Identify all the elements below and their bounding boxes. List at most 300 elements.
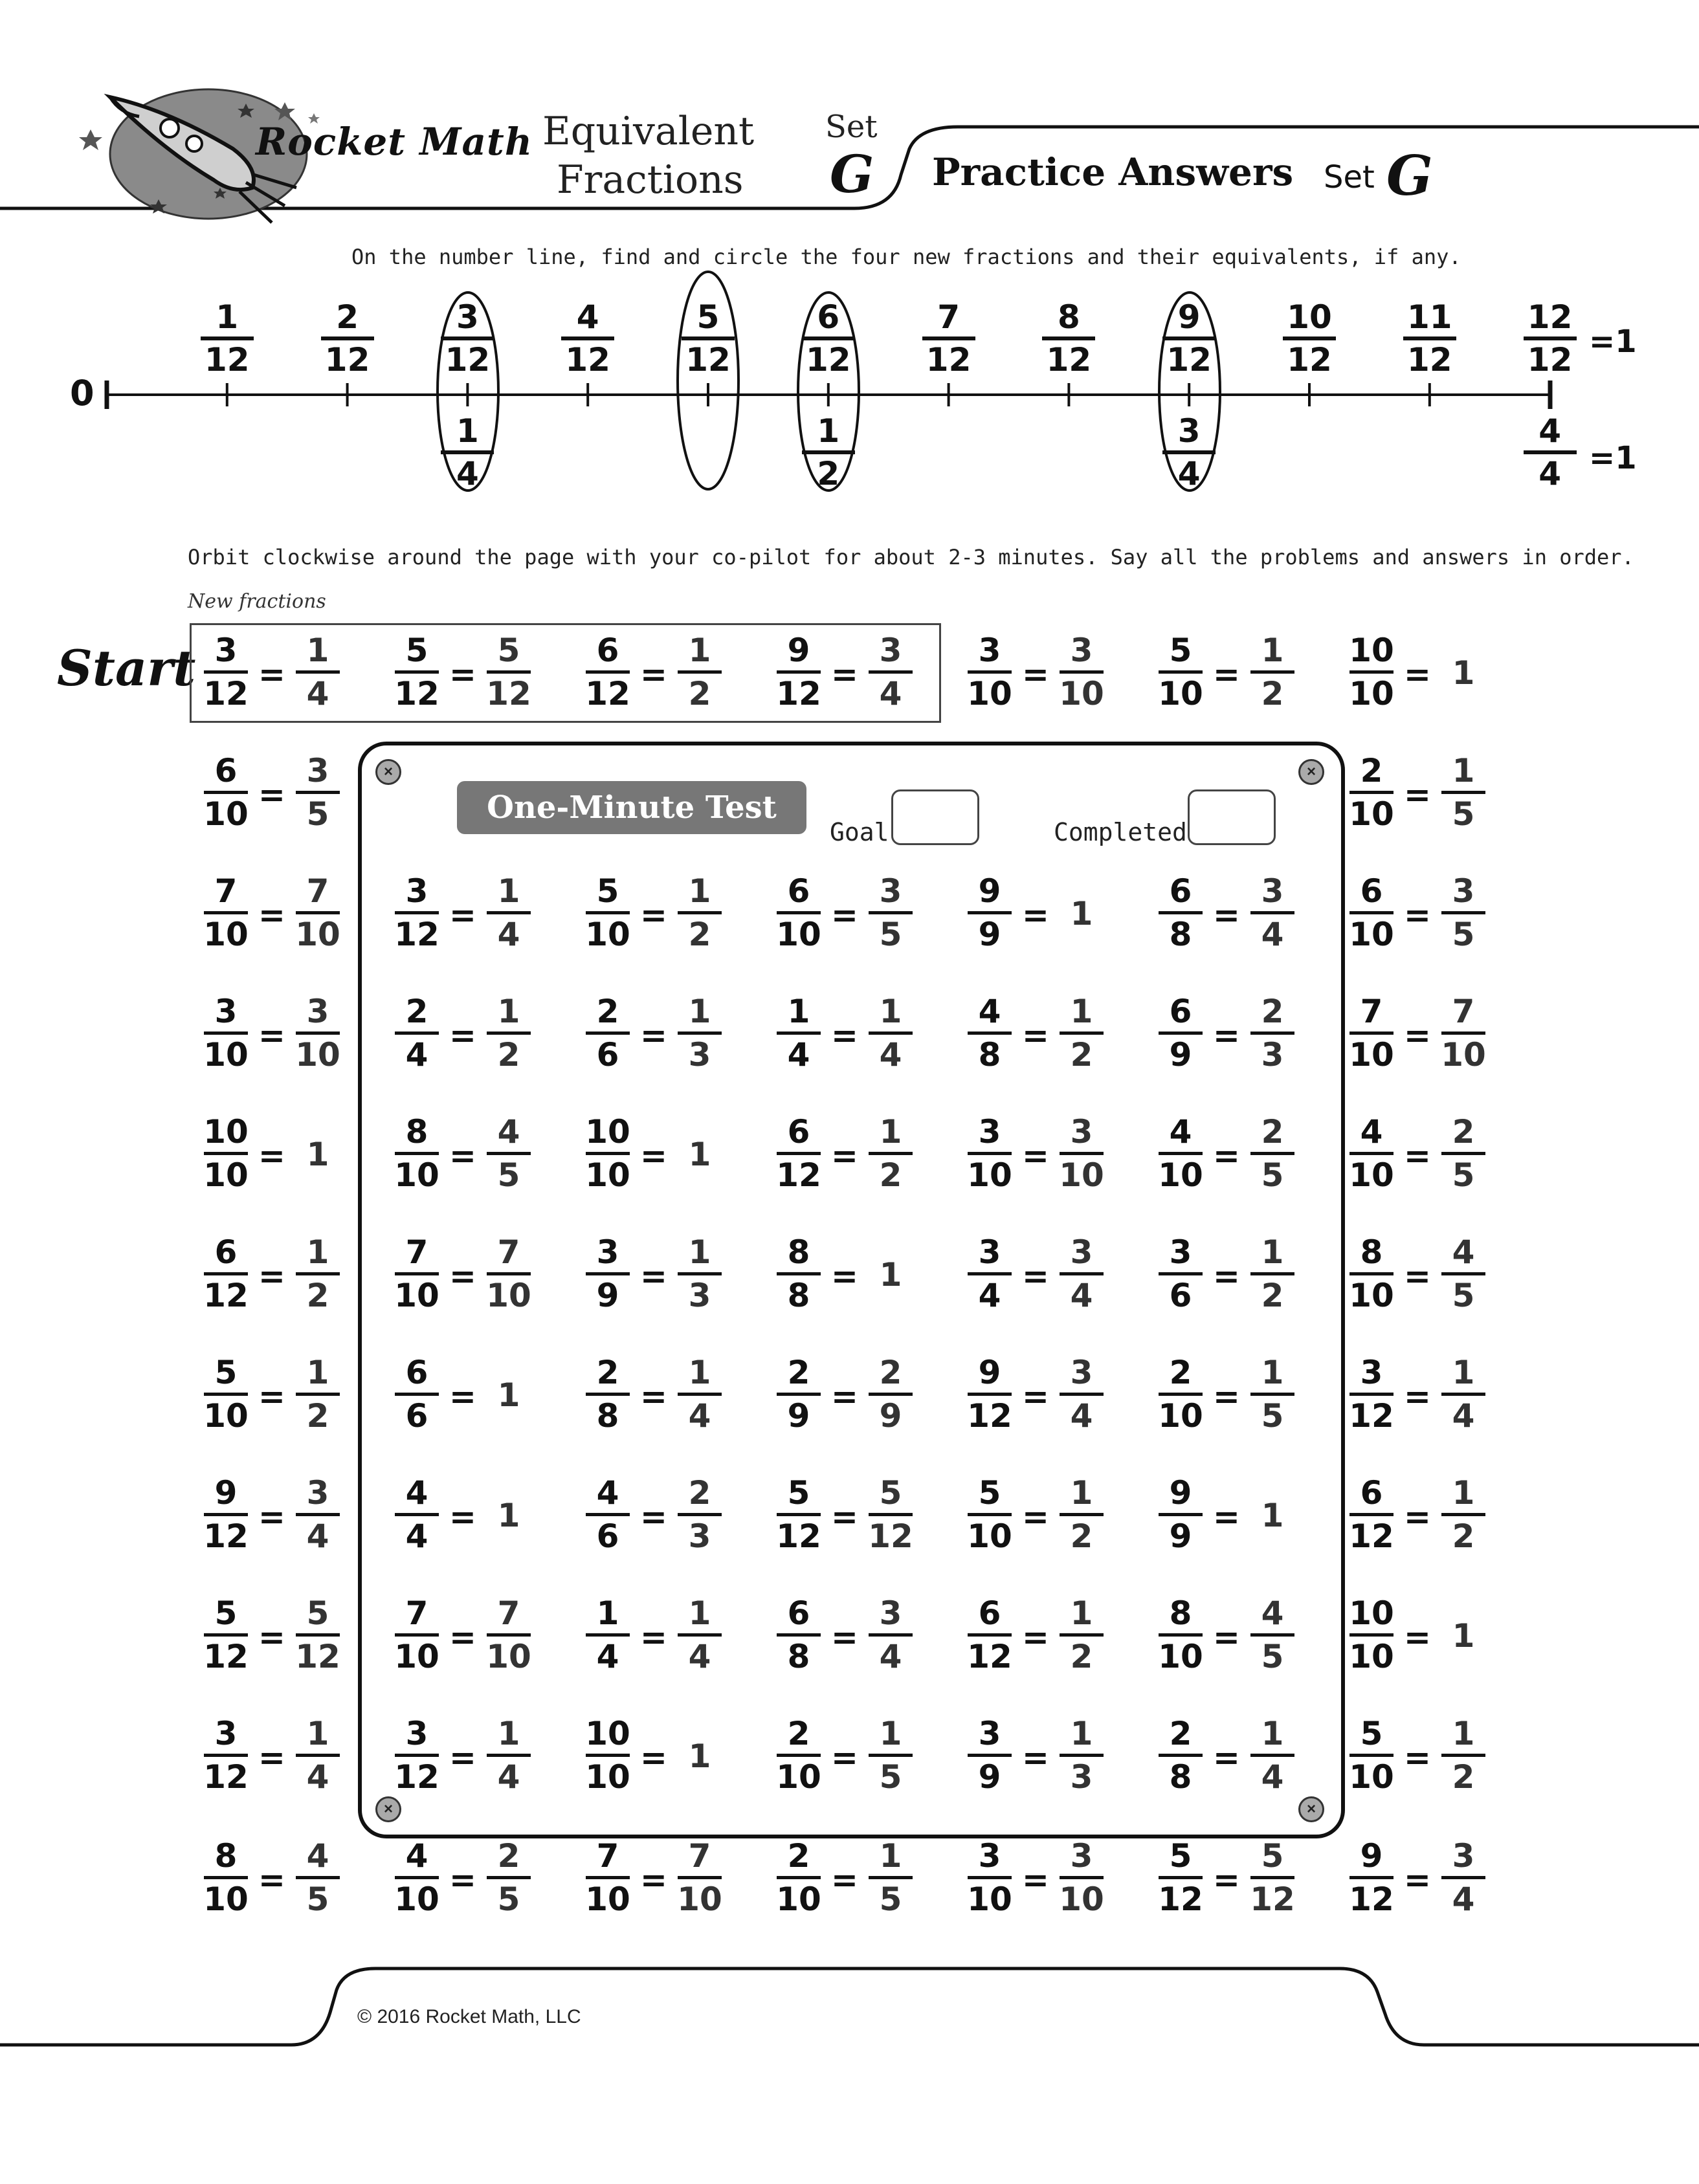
goal-input-box[interactable] [891,789,979,845]
numerator: 1 [688,872,711,910]
fraction-bar [395,670,439,674]
answer-fraction [670,1354,729,1434]
problem-fraction [960,1715,1019,1795]
equals-sign: = [1404,1498,1431,1536]
new-fractions-label: New fractions [188,590,326,613]
number-line-fraction-1-12[interactable] [192,299,263,378]
fraction-problem [578,632,753,716]
fraction-bar [1250,1633,1294,1637]
denominator: 2 [1452,1517,1475,1555]
numerator: 3 [306,752,329,789]
problem-fraction [1342,1354,1401,1434]
fraction-problem [1151,632,1326,716]
denominator: 10 [1349,1638,1394,1675]
denominator: 2 [1261,675,1284,712]
numerator: 11 [1407,298,1452,336]
denominator: 10 [1349,1758,1394,1796]
fraction-bar [678,1272,722,1275]
numerator: 1 [497,872,520,910]
numerator: 5 [214,1594,238,1632]
denominator: 2 [1261,1277,1284,1314]
answer-fraction [1434,993,1493,1073]
denominator: 9 [596,1277,619,1314]
completed-label: Completed [1054,818,1187,846]
denominator: 6 [596,1036,619,1074]
denominator: 10 [967,1156,1012,1194]
fraction-bar [395,1754,439,1757]
numerator: 4 [1452,1233,1475,1271]
answer-fraction [288,632,348,712]
fraction-problem [769,873,944,957]
numerator: 3 [978,1837,1001,1875]
numerator: 3 [456,298,479,336]
denominator: 10 [203,916,249,953]
denominator: 12 [967,1638,1012,1675]
problem-fraction [196,1838,256,1917]
fraction-bar [204,670,248,674]
problem-fraction [578,1354,638,1434]
numerator: 10 [1349,632,1394,669]
fraction-bar [1441,1031,1485,1035]
answer-fraction [288,1595,348,1675]
fraction-bar [487,1031,531,1035]
fraction-bar [678,670,722,674]
problem-fraction [769,1234,828,1314]
fraction-bar [204,911,248,914]
equals-sign: = [1022,896,1049,934]
answer-whole-number: 1 [1452,654,1475,692]
fraction-problem [1342,1114,1516,1198]
denominator: 4 [596,1638,619,1675]
problem-fraction [387,1354,447,1434]
answer-fraction [288,1234,348,1314]
fraction-bar [678,1633,722,1637]
fraction-problem [196,1354,371,1439]
problem-fraction [1151,1595,1210,1675]
number-line-fraction-6-12[interactable] [793,299,864,378]
numerator: 3 [978,632,1001,669]
denominator: 8 [1169,1758,1192,1796]
problem-fraction [196,1595,256,1675]
numerator: 2 [688,1474,711,1512]
problem-fraction [1151,1234,1210,1314]
answer-fraction [1243,1234,1302,1314]
fraction-bar [777,1152,821,1155]
fraction-bar [296,1876,340,1879]
denominator: 10 [203,1881,249,1918]
denominator: 4 [1538,455,1561,492]
answer-fraction [288,753,348,832]
problem-fraction [196,1715,256,1795]
fraction-bar [296,1754,340,1757]
denominator: 10 [1349,795,1394,833]
denominator: 5 [1452,1156,1475,1194]
answer-fraction [1052,1234,1111,1314]
number-line-fraction-12-12[interactable] [1515,299,1586,378]
fraction-problem [387,632,562,716]
denominator: 4 [405,1036,428,1074]
denominator: 4 [879,1036,902,1074]
denominator: 5 [1261,1638,1284,1675]
answer-fraction [288,1475,348,1554]
fraction-bar [1349,670,1394,674]
denominator: 10 [1349,1036,1394,1074]
denominator: 2 [817,455,840,492]
denominator: 4 [456,455,479,492]
answer-fraction [670,632,729,712]
equals-sign: = [449,1618,476,1656]
number-line-fraction-4-12[interactable] [552,299,623,378]
numerator: 1 [879,1113,902,1151]
denominator: 3 [688,1517,711,1555]
equals-one-top: =1 [1589,324,1637,360]
numerator: 3 [978,1113,1001,1151]
equals-sign: = [1022,1498,1049,1536]
fraction-problem [578,1114,753,1198]
fraction-bar [1349,1754,1394,1757]
problem-fraction [578,1234,638,1314]
fraction-problem [1342,993,1516,1077]
numerator: 4 [1360,1113,1383,1151]
answer-fraction [1052,1354,1111,1434]
answer-fraction [670,1595,729,1675]
problem-fraction [960,1234,1019,1314]
answer-fraction [1434,1715,1493,1795]
equals-sign: = [1404,896,1431,934]
problem-fraction [387,993,447,1073]
problem-fraction [196,873,256,953]
denominator: 2 [1452,1758,1475,1796]
equals-sign: = [1404,1861,1431,1899]
fraction-bar [869,911,913,914]
denominator: 4 [879,1638,902,1675]
denominator: 6 [1169,1277,1192,1314]
denominator: 10 [967,1881,1012,1918]
fraction-bar [1524,450,1577,454]
completed-input-box[interactable] [1188,789,1276,845]
numerator: 1 [456,412,479,450]
number-line-fraction-11-12[interactable] [1394,299,1465,378]
denominator: 5 [497,1881,520,1918]
fraction-bar [1441,1152,1485,1155]
answers-set-letter: G [1386,144,1433,208]
fraction-problem [1342,753,1516,837]
fraction-problem [769,632,944,716]
answer-fraction [1434,873,1493,953]
numerator: 2 [787,1715,810,1752]
number-line-fraction-10-12[interactable] [1274,299,1345,378]
denominator: 12 [806,341,851,379]
equals-sign: = [831,1017,858,1054]
fraction-bar [204,1513,248,1516]
fraction-problem [1151,1715,1326,1800]
fraction-problem [578,1838,753,1922]
fraction-problem [1151,1838,1326,1922]
denominator: 10 [776,916,821,953]
numerator: 8 [405,1113,428,1151]
fraction-bar [1403,336,1456,340]
denominator: 12 [585,675,630,712]
equals-sign: = [449,1137,476,1175]
fraction-bar [296,791,340,794]
equals-sign: = [1213,1017,1240,1054]
number-line-zero: 0 [70,373,94,414]
fraction-bar [296,1393,340,1396]
problem-fraction [960,632,1019,712]
fraction-problem [769,1475,944,1559]
problem-fraction [960,993,1019,1073]
numerator: 2 [1360,752,1383,789]
equals-sign: = [1022,1017,1049,1054]
fraction-bar [395,1031,439,1035]
answer-whole-number: 1 [1070,895,1093,932]
problem-fraction [387,1234,447,1314]
problem-fraction [960,873,1019,953]
equals-sign: = [640,1861,667,1899]
fraction-bar [296,911,340,914]
problem-fraction [1151,632,1210,712]
numerator: 1 [688,1233,711,1271]
fraction-bar [1060,1513,1104,1516]
fraction-bar [1250,1876,1294,1879]
equals-sign: = [449,1378,476,1415]
number-line-fraction-8-12[interactable] [1033,299,1104,378]
answer-fraction [1243,1354,1302,1434]
denominator: 12 [324,341,370,379]
problem-fraction [769,993,828,1073]
numerator: 9 [1360,1837,1383,1875]
numerator: 7 [214,872,238,910]
numerator: 3 [306,1474,329,1512]
fraction-bar [1060,1152,1104,1155]
fraction-bar [777,911,821,914]
fraction-bar [204,1754,248,1757]
number-line-fraction-2-12[interactable] [312,299,383,378]
fraction-problem [387,993,562,1077]
denominator: 10 [394,1277,439,1314]
fraction-bar [1159,1272,1203,1275]
numerator: 6 [596,632,619,669]
fraction-bar [1349,1513,1394,1516]
answer-fraction [288,993,348,1073]
problem-fraction [1342,632,1401,712]
fraction-problem [960,632,1135,716]
numerator: 1 [497,993,520,1030]
answer-whole-number: 1 [688,1136,711,1173]
fraction-problem [196,1715,371,1800]
denominator: 10 [1158,1397,1203,1435]
equals-sign: = [831,1137,858,1175]
fraction-bar [1250,1031,1294,1035]
fraction-problem [1342,632,1516,716]
problem-fraction [196,1234,256,1314]
one-minute-test-title: One-Minute Test [457,781,806,834]
equals-sign: = [449,1017,476,1054]
numerator: 1 [497,1715,520,1752]
denominator: 4 [306,675,329,712]
fraction-bar [1441,1393,1485,1396]
fraction-problem [387,1475,562,1559]
denominator: 10 [394,1881,439,1918]
equals-sign: = [640,1739,667,1776]
answers-set-label: Set [1324,159,1375,195]
denominator: 12 [205,341,250,379]
fraction-problem [196,1838,371,1922]
numerator: 2 [497,1837,520,1875]
number-line-equivalent-fraction [432,413,503,492]
denominator: 8 [787,1277,810,1314]
fraction-problem [387,1234,562,1318]
numerator: 6 [1169,993,1192,1030]
answer-whole-number: 1 [879,1256,902,1294]
fraction-problem [769,993,944,1077]
fraction-problem [196,873,371,957]
equals-sign: = [449,1257,476,1295]
fraction-bar [1060,1633,1104,1637]
equals-sign: = [1213,1739,1240,1776]
numerator: 1 [1452,752,1475,789]
fraction-bar [1349,791,1394,794]
numerator: 3 [405,872,428,910]
number-line-fraction-5-12[interactable] [672,299,744,378]
fraction-bar [922,336,975,340]
fraction-bar [204,1876,248,1879]
numerator: 3 [1070,1837,1093,1875]
problem-fraction [1342,1475,1401,1554]
fraction-bar [869,1754,913,1757]
numerator: 6 [214,752,238,789]
denominator: 10 [295,1036,340,1074]
answer-fraction [861,1838,920,1917]
fraction-bar [395,1393,439,1396]
fraction-bar [204,1272,248,1275]
denominator: 4 [306,1517,329,1555]
numerator: 1 [1261,1233,1284,1271]
fraction-bar [1250,1754,1294,1757]
fraction-bar [1441,1876,1485,1879]
answer-fraction [479,632,539,712]
denominator: 10 [203,1156,249,1194]
answer-fraction [1434,1838,1493,1917]
numerator: 9 [978,872,1001,910]
problem-fraction [960,1114,1019,1193]
fraction-bar [678,1031,722,1035]
fraction-bar [1250,1152,1294,1155]
denominator: 3 [688,1277,711,1314]
equals-sign: = [1404,1739,1431,1776]
problem-fraction [1342,753,1401,832]
denominator: 10 [776,1881,821,1918]
problem-fraction [387,1475,447,1554]
fraction-problem [960,1114,1135,1198]
answer-fraction [861,1354,920,1434]
fraction-bar [1349,1031,1394,1035]
numerator: 5 [1169,1837,1192,1875]
fraction-bar [586,1272,630,1275]
fraction-problem [196,632,371,716]
denominator: 12 [203,1517,249,1555]
fraction-bar [1283,336,1336,340]
fraction-problem [387,1838,562,1922]
fraction-bar [395,911,439,914]
numerator: 4 [596,1474,619,1512]
numerator: 1 [688,1594,711,1632]
denominator: 4 [1070,1397,1093,1435]
fraction-bar [869,1393,913,1396]
fraction-bar [1060,670,1104,674]
denominator: 12 [1158,1881,1203,1918]
denominator: 10 [967,1517,1012,1555]
fraction-problem [769,1715,944,1800]
number-line-fraction-3-12[interactable] [432,299,503,378]
problem-fraction [1342,1114,1401,1193]
answer-fraction [861,993,920,1073]
fraction-problem [1151,1475,1326,1559]
numerator: 1 [879,1715,902,1752]
number-line-fraction-9-12[interactable] [1153,299,1225,378]
fraction-bar [777,1513,821,1516]
fraction-problem [578,993,753,1077]
fraction-problem [1342,1838,1516,1922]
numerator: 3 [1070,1113,1093,1151]
numerator: 3 [1070,632,1093,669]
fraction-bar [1159,1513,1203,1516]
denominator: 12 [776,1156,821,1194]
denominator: 12 [394,916,439,953]
answer-fraction [1243,632,1302,712]
fraction-bar [1159,670,1203,674]
fraction-bar [487,1633,531,1637]
numerator: 3 [978,1715,1001,1752]
fraction-bar [204,1633,248,1637]
denominator: 2 [1070,1517,1093,1555]
equals-sign: = [258,776,285,813]
fraction-bar [321,336,374,340]
fraction-bar [1441,791,1485,794]
fraction-bar [968,1152,1012,1155]
numerator: 8 [1360,1233,1383,1271]
problem-fraction [387,1595,447,1675]
denominator: 10 [1349,916,1394,953]
denominator: 10 [203,1036,249,1074]
answer-fraction [1243,1838,1302,1917]
problem-fraction [769,1595,828,1675]
equals-sign: = [1022,1378,1049,1415]
number-line-fraction-7-12[interactable] [913,299,984,378]
denominator: 10 [203,1397,249,1435]
problem-fraction [1342,1715,1401,1795]
fraction-bar [802,336,855,340]
numerator: 9 [1169,1474,1192,1512]
fraction-bar [1060,1393,1104,1396]
fraction-bar [586,1754,630,1757]
fraction-bar [296,1272,340,1275]
fraction-problem [1342,1354,1516,1439]
problem-fraction [769,1114,828,1193]
denominator: 10 [585,1156,630,1194]
numerator: 6 [787,1113,810,1151]
problem-fraction [387,1114,447,1193]
fraction-bar [1250,911,1294,914]
answer-fraction [861,1595,920,1675]
denominator: 9 [1169,1036,1192,1074]
fraction-bar [968,670,1012,674]
answer-fraction [288,1838,348,1917]
fraction-bar [968,1393,1012,1396]
numerator: 9 [978,1354,1001,1391]
fraction-bar [586,1876,630,1879]
answer-fraction [1434,1354,1493,1434]
